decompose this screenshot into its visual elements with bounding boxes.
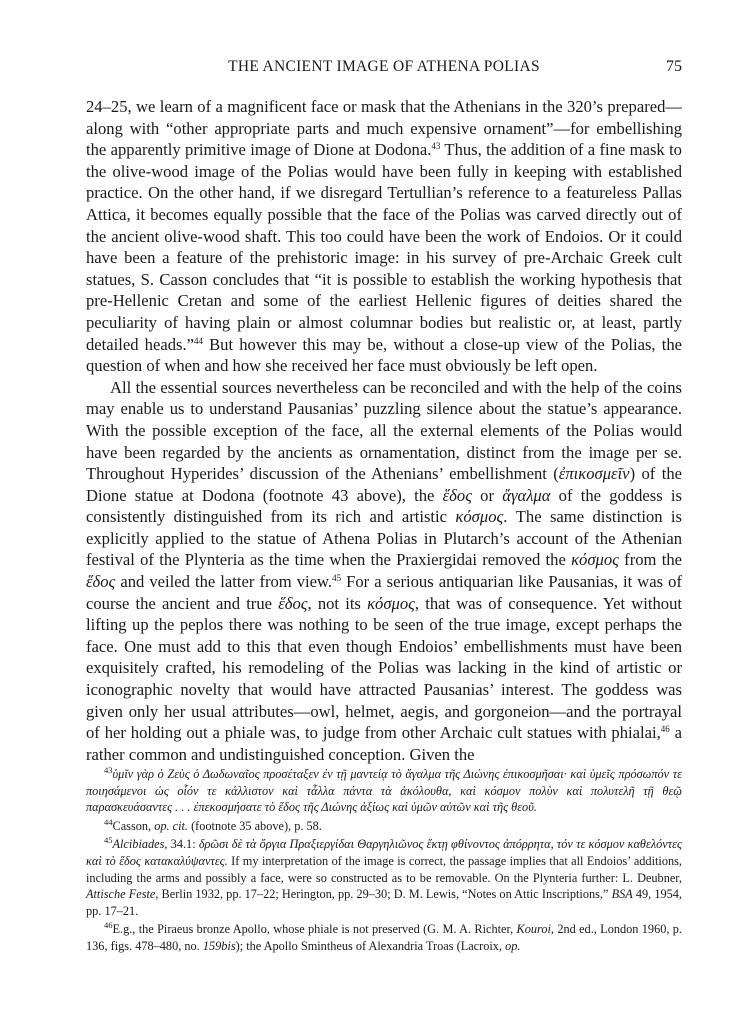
text-run: , Berlin 1932, pp. 17–22; Herington, pp. 29–30; D. M. Lewis, “Notes on Attic Inscriptions,” [155, 887, 612, 902]
greek-quotation: δρῶσι δὲ τὰ ὄργια Πραξιεργίδαι Θαργηλιῶνος ἕκτῃ φθίνοντος ἀπόρρητα, τόν τε κόσμον καθελόντες καὶ τὸ ἕδος κατακαλύψαντες. [86, 837, 682, 868]
footnote-mark: 46 [104, 920, 113, 931]
paragraph-1 [86, 96, 682, 377]
text-run: and veiled the latter from view. [115, 572, 333, 592]
footnote-45 [86, 836, 682, 919]
footnote-mark: 45 [104, 835, 113, 846]
text-run: 49, 1954, pp. 17–21. [86, 887, 682, 918]
text-run: If my interpretation of the image is correct, the passage implies that all Endoios’ additions, including the arms and possibly a face, were so constructed as to be removable. On the Plynteria further: L. Deubner, [86, 853, 682, 885]
main-text [86, 96, 682, 765]
catalog-number: 159bis [202, 938, 236, 953]
footnotes [86, 766, 682, 957]
greek-term: ἐπικοσμεῖν [558, 464, 630, 484]
text-run: For a serious antiquarian like Pausanias, it was of course the ancient and true [86, 572, 682, 613]
text-run: , not its [307, 593, 368, 613]
greek-term: ἕδος [278, 593, 308, 613]
text-run: E.g., the Piraeus bronze Apollo, whose phiale is not preserved (G. M. A. Richter, [112, 922, 517, 937]
text-run: from the [618, 550, 682, 570]
citation-abbrev: op. cit. [154, 818, 188, 833]
greek-term: κόσμος [367, 593, 415, 613]
paragraph-2 [86, 377, 682, 766]
page-number: 75 [666, 58, 682, 75]
text-run: , that was of consequence. Yet without lifting up the peplos there was nothing to be seen of the true image, except perhaps the face. One must add to this that even though Endoios’ embellishments must have been exquisitely crafted, his remodeling of the Polias was lacking in the kind of artistic or iconographic novelty that would have attracted Pausanias’ interest. The goddess was given only her usual attributes—owl, helmet, aegis, and gorgoneion—and the portrayal of her holding out a phiale was, to judge from other Archaic cult statues with phialai, [86, 593, 682, 743]
text-run: Casson, [112, 818, 155, 833]
text-run: or [471, 485, 503, 505]
footnote-mark: 43 [104, 765, 113, 775]
text-run: a rather common and undistinguished conception. Given the [86, 723, 682, 764]
footnote-43 [86, 766, 682, 816]
text-run: , 2nd ed., London 1960, p. 136, figs. 478–480, no. [86, 922, 682, 953]
page-header [86, 56, 682, 80]
text-run: But however this may be, without a close-up view of the Polias, the question of when and how she received her face must obviously be left open. [86, 334, 682, 376]
footnote-ref-45: 45 [332, 573, 342, 584]
greek-term: κόσμος [455, 507, 504, 527]
greek-term: ἕδος [86, 572, 116, 592]
footnote-ref-46: 46 [660, 724, 670, 735]
text-run: of the goddess is consistently distinguished from its rich and artistic [86, 485, 682, 527]
footnote-44 [86, 818, 682, 835]
footnote-ref-43: 43 [431, 141, 441, 152]
text-run: (footnote 35 above), p. 58. [188, 818, 322, 833]
footnote-46 [86, 921, 682, 954]
text-run: All the essential sources nevertheless can be reconciled and with the help of the coins may enable us to understand Pausanias’ puzzling silence about the statue’s appearance. With the possible exception of the face, all the external elements of the Polias would have been regarded by the ancients as ornamentation, distinct from the image per se. Throughout Hyperides’ discussion of the Athenians’ embellishment ( [86, 377, 682, 484]
footnote-ref-44: 44 [193, 335, 203, 346]
text-run: Thus, the addition of a fine mask to the olive-wood image of the Polias would have been fully in keeping with established practice. On the other hand, if we disregard Tertullian’s reference to a featureless Pallas Attica, it becomes equally possible that the face of the Polias was carved directly out of the ancient olive-wood shaft. This too could have been the work of Endoios. Or it could have been a feature of the prehistoric image: in his survey of pre-Archaic Greek cult statues, S. Casson concludes that “it is possible to establish the working hypothesis that pre-Hellenic Cretan and some of the earliest Hellenic figures of deities shared the peculiarity of having plain or almost columnar bodies but realistic or, at least, partly detailed heads.” [86, 140, 682, 354]
greek-quotation: ὑμῖν γὰρ ὁ Ζεὺς ὁ Δωδωναῖος προσέταξεν ἐν τῇ μαντείᾳ τὸ ἄγαλμα τῆς Διώνης ἐπικοσμῆσαι· καὶ ὑμεῖς πρόσωπόν τε ποιησάμενοι ὡς οἷόν τε κάλλιστον καὶ τἆλλα πάντα τὰ ἀκόλουθα, καὶ κόσμον πολὺν καὶ πολυτελῆ τῇ θεῷ παρασκευάσαντες . . . ἐπεκοσμήσατε τὸ ἕδος τῆς Διώνης ἀξίως καὶ ὑμῶν αὐτῶν καὶ τῆς θεοῦ. [86, 767, 682, 815]
text-run: . The same distinction is explicitly applied to the statue of Athena Polias in Plutarch’s account of the Athenian festival of the Plynteria as the time when the Praxiergidai removed the [86, 507, 682, 570]
text-run: 24–25, we learn of a magnificent face or mask that the Athenians in the 320’s prepared—along with “other appropriate parts and much expensive ornament”—for embellishing the apparently primitive image of Dione at Dodona. [86, 97, 682, 160]
text-run: ) of the Dione statue at Dodona (footnote 43 above), the [86, 464, 682, 505]
work-title: Alcibiades [112, 837, 165, 852]
journal-title: BSA [611, 887, 633, 902]
citation-abbrev: op. [505, 938, 521, 953]
text-run: ); the Apollo Smintheus of Alexandria Troas (Lacroix, [235, 938, 506, 953]
work-title: Attische Feste [86, 887, 156, 902]
greek-term: ἕδος [442, 485, 472, 505]
running-title: THE ANCIENT IMAGE OF ATHENA POLIAS [228, 58, 540, 75]
work-title: Kouroi [516, 922, 551, 937]
greek-term: ἄγαλμα [502, 485, 551, 505]
greek-term: κόσμος [571, 550, 619, 570]
text-run: , 34.1: [164, 837, 199, 852]
footnote-mark: 44 [104, 816, 113, 827]
